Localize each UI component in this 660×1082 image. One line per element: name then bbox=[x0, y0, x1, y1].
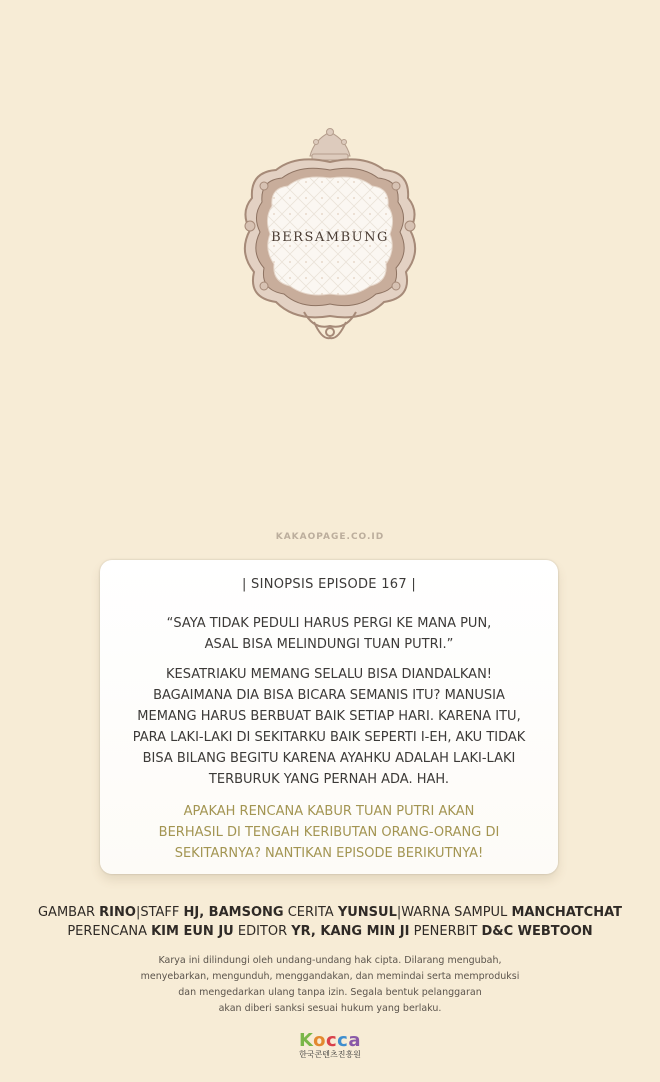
credit-name: D&C WEBTOON bbox=[481, 924, 593, 939]
kocca-subtitle: 한국콘텐츠진흥원 bbox=[299, 1050, 361, 1059]
teaser-line: BERHASIL DI TENGAH KERIBUTAN ORANG-ORANG DI bbox=[158, 825, 500, 840]
kocca-letter: c bbox=[326, 1030, 338, 1051]
kocca-wordmark bbox=[0, 1030, 660, 1051]
body-line: BAGAIMANA DIA BISA BICARA SEMANIS ITU? MANUSIA bbox=[153, 688, 505, 703]
kocca-letter: o bbox=[313, 1030, 326, 1051]
crown-icon bbox=[310, 129, 350, 161]
synopsis-card bbox=[100, 560, 558, 874]
credits-line-1 bbox=[0, 905, 660, 920]
credit-label: |WARNA SAMPUL bbox=[396, 905, 508, 920]
kocca-letter: K bbox=[298, 1030, 314, 1051]
credit-label: EDITOR bbox=[237, 924, 288, 939]
to-be-continued-label: BERSAMBUNG bbox=[271, 230, 389, 245]
kocca-logo bbox=[0, 1030, 660, 1060]
teaser-line: SEKITARNYA? NANTIKAN EPISODE BERIKUTNYA! bbox=[174, 846, 484, 861]
quote-line: ASAL BISA MELINDUNGI TUAN PUTRI.” bbox=[204, 637, 454, 652]
copyright-notice bbox=[100, 953, 560, 1017]
legal-line: Karya ini dilindungi oleh undang-undang hak cipta. Dilarang mengubah, bbox=[158, 955, 502, 966]
legal-line: menyebarkan, mengunduh, menggandakan, dan memindai serta memproduksi bbox=[140, 971, 520, 982]
kocca-letter: a bbox=[348, 1030, 361, 1051]
teaser-line: APAKAH RENCANA KABUR TUAN PUTRI AKAN bbox=[183, 804, 475, 819]
synopsis-teaser bbox=[112, 801, 546, 864]
legal-line: akan diberi sanksi sesuai hukum yang berlaku. bbox=[218, 1003, 442, 1014]
synopsis-quote bbox=[120, 613, 538, 655]
credit-name: YR, KANG MIN JI bbox=[291, 924, 410, 939]
body-line: PARA LAKI-LAKI DI SEKITARKU BAIK SEPERTI I-EH, AKU TIDAK bbox=[132, 730, 526, 745]
quote-line: “SAYA TIDAK PEDULI HARUS PERGI KE MANA PUN, bbox=[166, 616, 492, 631]
kocca-letter: c bbox=[337, 1030, 349, 1051]
body-line: BISA BILANG BEGITU KARENA AYAHKU ADALAH LAKI-LAKI bbox=[142, 751, 516, 766]
body-line: TERBURUK YANG PERNAH ADA. HAH. bbox=[208, 772, 450, 787]
credit-label: GAMBAR bbox=[37, 905, 96, 920]
credit-name: YUNSUL bbox=[337, 905, 397, 920]
credit-name: KIM EUN JU bbox=[151, 924, 234, 939]
credit-label: PENERBIT bbox=[413, 924, 478, 939]
credit-name: MANCHATCHAT bbox=[511, 905, 622, 920]
to-be-continued-frame bbox=[234, 126, 426, 348]
credit-label: PERENCANA bbox=[67, 924, 147, 939]
synopsis-body bbox=[112, 664, 546, 790]
credit-label: CERITA bbox=[287, 905, 334, 920]
credit-label: |STAFF bbox=[135, 905, 180, 920]
credit-name: HJ, BAMSONG bbox=[183, 905, 284, 920]
credits-line-2 bbox=[0, 924, 660, 939]
credit-name: RINO bbox=[99, 905, 136, 920]
synopsis-heading: | SINOPSIS EPISODE 167 | bbox=[241, 577, 417, 592]
site-watermark: KAKAOPAGE.CO.ID bbox=[275, 532, 385, 542]
legal-line: dan mengedarkan ulang tanpa izin. Segala bentuk pelanggaran bbox=[178, 987, 482, 998]
body-line: KESATRIAKU MEMANG SELALU BISA DIANDALKAN! bbox=[165, 667, 493, 682]
body-line: MEMANG HARUS BERBUAT BAIK SETIAP HARI. KARENA ITU, bbox=[137, 709, 521, 724]
